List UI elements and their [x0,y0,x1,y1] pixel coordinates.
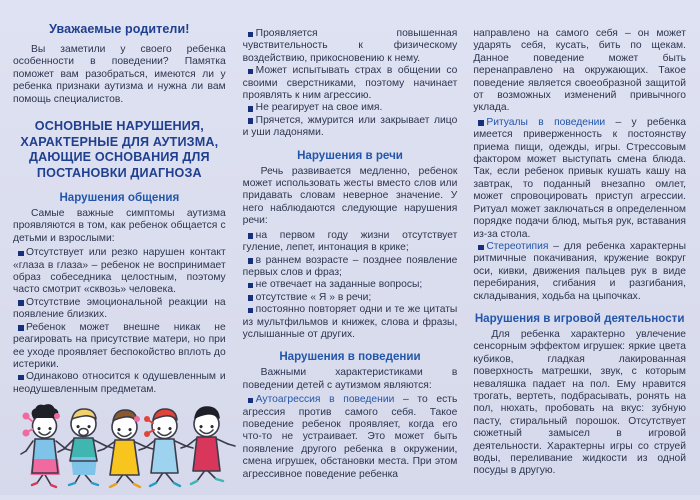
list-item [473,241,686,303]
section-title-communication: Нарушения общения [59,191,180,205]
stereotypy-bullet-list [473,241,686,303]
section-title-behavior: Нарушения в поведении [279,350,421,364]
sensory-bullet-list [243,28,458,140]
term-rituals: Ритуалы в поведении [486,116,606,128]
list-item: Одинаково относится к одушевленным и неодушевленным предметам. [13,371,226,395]
behavior-continuation: направлено на самого себя – он может ударять себя, кусать, бить по щекам. Данное поведение может быть перенаправлено на окружающих. Такое поведение является своеобразной защитой от возможных изменений привычного уклада. [473,28,686,114]
list-item: Ребенок может внешне никак не реагировать на присутствие матери, но при ее уходе проявляет беспокойство вплоть до истерики. [13,321,226,370]
list-item [473,117,686,241]
list-item: Отсутствие эмоциональной реакции на появление близких. [13,296,226,321]
list-item: в раннем возрасте – позднее появление первых слов и фраз; [242,254,458,278]
play-paragraph: Для ребенка характерно увлечение сенсорным эффектом игрушек: яркие цвета кубиков, гладкая лакированная поверхность матрешки, звук, с которым неваляшка падает на пол. Ему нравится трогать, вертеть, подбрасывать, ронять на пол, нюхать, пробовать на вкус: зубную пасту, стиральный порошок. Отсутствует сюжетный замысел в игровой деятельности. Характерны игры со струей воды, переливание жидкости из одной посуды в другую. [473,328,686,477]
list-item: не отвечает на заданные вопросы; [243,279,458,291]
speech-intro: Речь развивается медленно, ребенок может использовать жесты вместо слов или придавать словам неверное значение. У него наблюдаются следующие нарушения речи: [242,165,458,227]
term-rituals-text: – у ребенка имеется приверженность к постоянству приема пищи, одежды, игры. Стрессовым фактором может выступать смена блюда. Так, если ребенок привык кушать кашу на завтрак, то поданный внезапно омлет, может спровоцировать приступ агрессии. Ритуал может заключаться в определенном порядке подачи блюд, мытья рук, вставания из-за стола. [473,116,686,240]
behavior-intro: Важными характеристиками в поведении детей с аутизмом являются: [242,367,458,391]
communication-bullet-list [13,247,226,396]
speech-bullet-list [243,230,458,342]
term-stereotypy-text: – для ребенка характерны ритмичные покачивания, кружение вокруг оси, кивки, движения пальцев рук в виде перебирания, сгибания и разгибания, складывания, ходьба на цыпочках. [473,240,686,302]
left-column [4,6,235,495]
behavior-bullet-list [243,394,458,481]
right-column [465,6,696,495]
term-autoaggression: Аутоагрессия в поведении [255,394,395,406]
list-item [243,394,458,481]
term-autoaggression-text: – то есть агрессия против самого себя. Такое поведение ребенок проявляет, когда его что-то не устраивает. Это может быть появление другого ребенка в окружении, смена игрушек, обстановки места. При этом агрессивное поведение ребенка [242,394,458,480]
list-item: Прячется, жмурится или закрывает лицо и уши ладонями. [242,114,458,139]
list-item: Может испытывать страх в общении со своими сверстниками, поэтому начинает проявлять к ним агрессию. [242,65,458,102]
main-title: ОСНОВНЫЕ НАРУШЕНИЯ, ХАРАКТЕРНЫЕ ДЛЯ АУТИЗМА, ДАЮЩИЕ ОСНОВАНИЯ ДЛЯ ПОСТАНОВКИ ДИАГНОЗА [20,119,219,180]
term-stereotypy: Стереотипия [486,240,549,252]
children-holding-hands-illustration [4,399,237,495]
section-title-play: Нарушения в игровой деятельности [474,311,685,325]
list-item: постоянно повторяет одни и те же цитаты из мультфильмов и книжек, слова и фразы, услышанные от других. [242,304,458,340]
list-item: Проявляется повышенная чувствительность к физическому воздействию, прикосновению к нему. [242,28,458,64]
list-item: отсутствие « Я » в речи; [243,292,458,304]
communication-intro: Самые важные симптомы аутизма проявляются в том, как ребенок общается с детьми и взрослыми: [13,208,226,244]
list-item: Не реагирует на свое имя. [243,102,458,114]
greeting-heading: Уважаемые родители! [49,22,190,36]
list-item: Отсутствует или резко нарушен контакт «глаза в глаза» – ребенок не воспринимает образ собеседника целостным, поэтому часто смотрит «сквозь» человека. [13,247,226,296]
intro-paragraph: Вы заметили у своего ребенка особенности в поведении? Памятка поможет вам разобраться, имеются ли у ребенка признаки аутизма и нужна ли вам помощь специалистов. [13,44,226,105]
section-title-speech: Нарушения в речи [297,148,403,162]
list-item: на первом году жизни отсутствует гуление, лепет, интонация в крике; [242,229,458,254]
middle-column [235,6,466,495]
rituals-bullet-list [473,117,686,241]
